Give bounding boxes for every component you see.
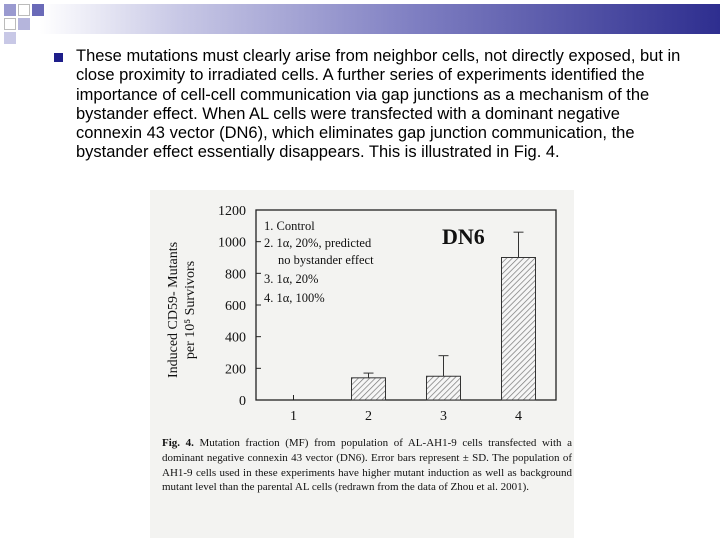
legend-entry-3: 3. 1α, 20%	[264, 272, 319, 286]
caption-text: Mutation fraction (MF) from population of AL-AH1-9 cells transfected with a dominant negative connexin 43 vector (DN6). Error bars represent ± SD. The population of AH1-9 cells used in these experiments have higher mutant induction as well as background mutant level than the parental AL cells (redrawn from the data of Zhou et al. 2001).	[162, 437, 572, 494]
figure-panel	[150, 190, 574, 538]
header-decoration	[0, 0, 720, 44]
deco-square	[18, 18, 30, 30]
y-axis-label-line2: per 10⁵ Survivors	[183, 260, 198, 360]
y-tick-label: 200	[225, 362, 246, 378]
deco-square	[4, 32, 16, 44]
x-tick-label: 1	[290, 409, 297, 424]
x-tick-label: 4	[515, 409, 522, 424]
figure-caption	[162, 436, 572, 495]
bar	[427, 376, 461, 400]
y-tick-label: 400	[225, 330, 246, 346]
legend-entry-1: 1. Control	[264, 219, 315, 233]
legend-entry-2-cont: no bystander effect	[278, 253, 374, 267]
y-tick-label: 1000	[218, 235, 246, 251]
deco-square	[4, 18, 16, 30]
y-tick-label: 1200	[218, 204, 246, 219]
legend-entry-2: 2. 1α, 20%, predicted	[264, 236, 372, 250]
legend	[264, 219, 374, 305]
panel-label: DN6	[442, 224, 485, 249]
y-tick-label: 0	[239, 394, 246, 409]
bar	[352, 378, 386, 400]
bar	[502, 258, 536, 401]
y-axis-label-line1: Induced CD59- Mutants	[166, 241, 181, 379]
deco-square	[4, 4, 16, 16]
y-tick-label: 800	[225, 267, 246, 283]
deco-square	[32, 4, 44, 16]
error-bars	[364, 232, 524, 378]
y-tick-label: 600	[225, 299, 246, 314]
legend-entry-4: 4. 1α, 100%	[264, 291, 325, 305]
bar-series	[352, 258, 536, 401]
x-tick-label: 2	[365, 409, 372, 424]
caption-label: Fig. 4.	[162, 437, 194, 449]
y-axis-ticks	[218, 204, 261, 409]
deco-square	[18, 4, 30, 16]
bullet-text: These mutations must clearly arise from neighbor cells, not directly exposed, but in close proximity to irradiated cells. A further series of experiments identified the importance of cell-cell communication via gap junctions as a mechanism of the bystander effect. When AL cells were transfected with a dominant negative connexin 43 vector (DN6), which eliminates gap junction communication, the bystander effect essentially disappears. This is illustrated in Fig. 4.	[76, 47, 681, 162]
x-tick-label: 3	[440, 409, 447, 424]
y-axis-label	[166, 242, 198, 378]
square-bullet-icon	[54, 53, 63, 62]
header-gradient-bar	[40, 4, 720, 34]
bar-chart	[150, 190, 574, 436]
